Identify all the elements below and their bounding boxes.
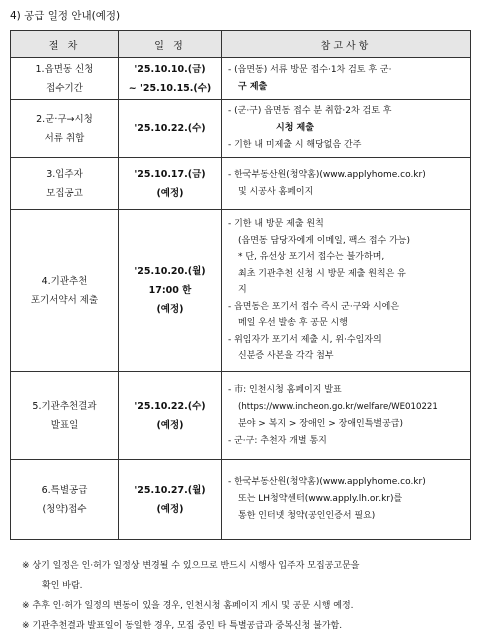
note-line: 및 시공사 홈페이지 xyxy=(238,186,314,197)
note-line: 통한 인터넷 청약(공인인증서 필요) xyxy=(238,511,376,521)
note-line: 지 xyxy=(238,285,247,296)
step-cell xyxy=(11,58,119,100)
step-line: (청약)접수 xyxy=(42,503,87,515)
step-line: 접수기간 xyxy=(46,82,83,94)
table-row xyxy=(11,158,471,210)
date-line: (예정) xyxy=(156,187,184,199)
table-row xyxy=(11,460,471,540)
table-row xyxy=(11,58,471,100)
header-step: 절 차 xyxy=(11,31,119,58)
date-line: '25.10.22.(수) xyxy=(134,400,206,412)
table-row xyxy=(11,100,471,158)
note-line: - 기한 내 미제출 시 해당없음 간주 xyxy=(228,140,362,150)
date-line: (예정) xyxy=(156,419,184,431)
step-line: 모집공고 xyxy=(46,187,83,199)
step-line: 2.군·구→시청 xyxy=(36,113,93,125)
date-line: '25.10.17.(금) xyxy=(134,168,206,180)
notes-cell xyxy=(222,58,471,100)
date-line: '25.10.22.(수) xyxy=(134,123,206,134)
notes-cell xyxy=(222,100,471,158)
date-line: '25.10.20.(월) xyxy=(134,266,206,277)
notes-cell xyxy=(222,210,471,372)
date-cell xyxy=(119,158,222,210)
step-cell xyxy=(11,158,119,210)
date-cell xyxy=(119,210,222,372)
footnotes xyxy=(22,556,474,636)
step-cell xyxy=(11,460,119,540)
date-line: '25.10.10.(금) xyxy=(134,63,206,75)
note-line: 시청 제출 xyxy=(276,123,314,133)
step-line: 5.기관추천결과 xyxy=(32,400,97,412)
section-title: 4) 공급 일정 안내(예정) xyxy=(10,10,121,22)
note-line: - 군·구: 추천자 개별 통지 xyxy=(228,435,327,446)
note-line: 분야 > 복지 > 장애인 > 장애인특별공급) xyxy=(238,418,404,429)
note-line: 신분증 사본을 각각 첨부 xyxy=(238,351,334,362)
note-line: - 읍면동은 포기서 접수 즉시 군·구와 시에은 xyxy=(228,301,400,312)
note-line: (https://www.incheon.go.kr/welfare/WE010221 xyxy=(238,401,438,412)
schedule-table xyxy=(10,30,471,540)
footnote-continuation: 확인 바람. xyxy=(42,581,83,591)
date-line: 17:00 한 xyxy=(148,285,192,296)
note-line: - 기한 내 방문 제출 원칙 xyxy=(228,219,324,230)
step-line: 4.기관추천 xyxy=(41,275,88,287)
date-cell xyxy=(119,58,222,100)
date-line: '25.10.27.(월) xyxy=(134,484,206,496)
date-line: ~ '25.10.15.(수) xyxy=(128,82,212,94)
footnote: ※ 기관추천결과 발표일이 동일한 경우, 모집 중인 타 특별공급과 중복신청 불가함. xyxy=(22,621,343,631)
header-notes: 참고사항 xyxy=(222,31,471,58)
date-cell xyxy=(119,100,222,158)
step-line: 서류 취합 xyxy=(44,132,85,144)
note-line: 구 제출 xyxy=(238,81,268,92)
note-line: - 한국부동산원(청약홈)(www.applyhome.co.kr) xyxy=(228,169,426,180)
table-header-row xyxy=(11,31,471,58)
footnote: ※ 추후 인·허가 일정의 변동이 있을 경우, 인천시청 홈페이지 게시 및 공문 시행 예정. xyxy=(22,601,354,611)
step-line: 포기서약서 제출 xyxy=(30,294,99,306)
step-cell xyxy=(11,372,119,460)
note-line: - (군·구) 읍면동 접수 분 취합·2차 검토 후 xyxy=(228,106,392,116)
step-line: 3.입주자 xyxy=(46,168,83,180)
step-line: 1.읍면동 신청 xyxy=(35,63,94,75)
note-line: (읍면동 담당자에게 이메일, 팩스 접수 가능) xyxy=(238,235,410,246)
notes-cell xyxy=(222,372,471,460)
date-line: (예정) xyxy=(156,503,184,515)
note-line: - 위임자가 포기서 제출 시, 위·수임자의 xyxy=(228,334,382,345)
step-cell xyxy=(11,210,119,372)
header-date: 일 정 xyxy=(119,31,222,58)
notes-cell xyxy=(222,460,471,540)
date-cell xyxy=(119,460,222,540)
step-line: 발표일 xyxy=(50,419,79,431)
note-line: 또는 LH청약센터(www.apply.lh.or.kr)를 xyxy=(238,494,403,504)
step-cell xyxy=(11,100,119,158)
table-row xyxy=(11,210,471,372)
note-line: - 한국부동산원(청약홈)(www.applyhome.co.kr) xyxy=(228,477,426,487)
footnote: ※ 상기 일정은 인·허가 일정상 변경될 수 있으므로 반드시 시행사 입주자 모집공고문을 xyxy=(22,561,360,571)
step-line: 6.특별공급 xyxy=(41,484,88,496)
table-row xyxy=(11,372,471,460)
date-line: (예정) xyxy=(156,304,184,315)
note-line: * 단, 유선상 포기서 접수는 불가하며, xyxy=(238,252,385,263)
note-line: 메일 우선 발송 후 공문 시행 xyxy=(238,318,348,329)
date-cell xyxy=(119,372,222,460)
note-line: - (읍면동) 서류 방문 접수·1차 검토 후 군· xyxy=(228,64,392,75)
note-line: 최초 기관추천 신청 시 방문 제출 원칙은 유 xyxy=(238,268,406,279)
note-line: - 市: 인천시청 홈페이지 발표 xyxy=(228,384,342,395)
notes-cell xyxy=(222,158,471,210)
